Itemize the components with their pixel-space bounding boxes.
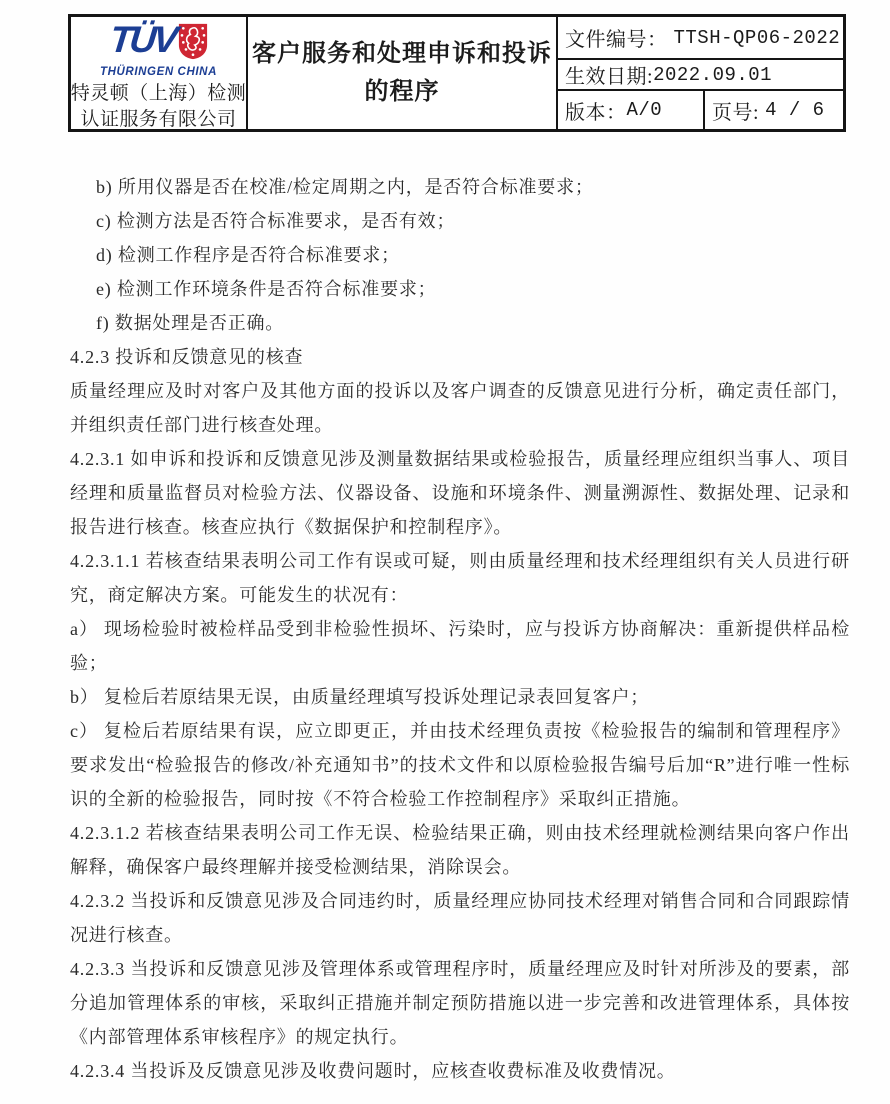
tuv-brand-text: TÜV <box>107 19 177 60</box>
version-value: A/0 <box>626 99 663 121</box>
document-body <box>70 170 850 1088</box>
doc-number-row <box>558 17 843 60</box>
company-name-line2: 认证服务有限公司 <box>80 109 237 130</box>
version-cell <box>558 91 705 129</box>
tuv-logo <box>107 19 208 65</box>
paragraph: 4.2.3.1.2 若核查结果表明公司工作无误、检验结果正确，则由技术经理就检测结果向客户作出解释，确保客户最终理解并接受检测结果，消除误会。 <box>70 823 850 877</box>
tuv-logo-subtitle: THÜRINGEN CHINA <box>100 66 217 78</box>
version-page-row <box>558 91 843 129</box>
paragraph: a） 现场检验时被检样品受到非检验性损坏、污染时，应与投诉方协商解决：重新提供样品检验； <box>70 619 850 673</box>
page-number-label: 页号: <box>712 101 760 124</box>
title-cell <box>248 17 558 129</box>
paragraph: e) 检测工作环境条件是否符合标准要求； <box>96 279 437 299</box>
effective-date-value: 2022.09.01 <box>653 63 773 86</box>
paragraph: c） 复检后若原结果有误，应立即更正，并由技术经理负责按《检验报告的编制和管理程序》要求发出“检验报告的修改/补充通知书”的技术文件和以原检验报告编号后加“R”进行唯一性标识的全新的检验报告，同时按《不符合检验工作控制程序》采取纠正措施。 <box>70 721 850 809</box>
paragraph: c) 检测方法是否符合标准要求，是否有效； <box>96 211 456 231</box>
paragraph: 4.2.3.4 当投诉及反馈意见涉及收费问题时，应核查收费标准及收费情况。 <box>70 1061 676 1081</box>
info-column <box>558 17 843 129</box>
logo-cell <box>71 17 248 129</box>
paragraph: 4.2.3.1 如申诉和投诉和反馈意见涉及测量数据结果或检验报告，质量经理应组织当事人、项目经理和质量监督员对检验方法、仪器设备、设施和环境条件、测量溯源性、数据处理、记录和报告进行核查。核查应执行《数据保护和控制程序》。 <box>70 449 850 537</box>
company-name <box>71 81 247 133</box>
document-header-table <box>68 14 846 132</box>
effective-date-label: 生效日期: <box>565 66 654 88</box>
paragraph: b) 所用仪器是否在校准/检定周期之内，是否符合标准要求； <box>96 177 594 197</box>
effective-date-row <box>558 60 843 91</box>
doc-number-value: TTSH-QP06-2022 <box>673 26 841 49</box>
document-title-line2: 的程序 <box>364 79 440 105</box>
version-label: 版本： <box>565 101 627 124</box>
paragraph: 4.2.3.1.1 若核查结果表明公司工作有误或可疑，则由质量经理和技术经理组织有关人员进行研究，商定解决方案。可能发生的状况有： <box>70 551 850 605</box>
page-number-value: 4 / 6 <box>765 99 825 121</box>
paragraph: 4.2.3.2 当投诉和反馈意见涉及合同违约时，质量经理应协同技术经理对销售合同和合同跟踪情况进行核查。 <box>70 891 850 945</box>
paragraph: 4.2.3.3 当投诉和反馈意见涉及管理体系或管理程序时，质量经理应及时针对所涉及的要素，部分追加管理体系的审核，采取纠正措施并制定预防措施以进一步完善和改进管理体系，具体按《内部管理体系审核程序》的规定执行。 <box>70 959 850 1047</box>
paragraph: d) 检测工作程序是否符合标准要求； <box>96 245 400 265</box>
company-name-line1: 特灵顿（上海）检测 <box>70 83 247 104</box>
paragraph: 质量经理应及时对客户及其他方面的投诉以及客户调查的反馈意见进行分析，确定责任部门，并组织责任部门进行核查处理。 <box>70 381 850 435</box>
page-number-cell <box>705 91 843 129</box>
paragraph: b） 复检后若原结果无误，由质量经理填写投诉处理记录表回复客户； <box>70 687 650 707</box>
tuv-shield-icon <box>178 23 208 65</box>
paragraph: f) 数据处理是否正确。 <box>96 313 285 333</box>
document-title-line1: 客户服务和处理申诉和投诉 <box>252 41 552 67</box>
doc-number-label: 文件编号： <box>565 29 668 51</box>
paragraph: 4.2.3 投诉和反馈意见的核查 <box>70 347 304 367</box>
